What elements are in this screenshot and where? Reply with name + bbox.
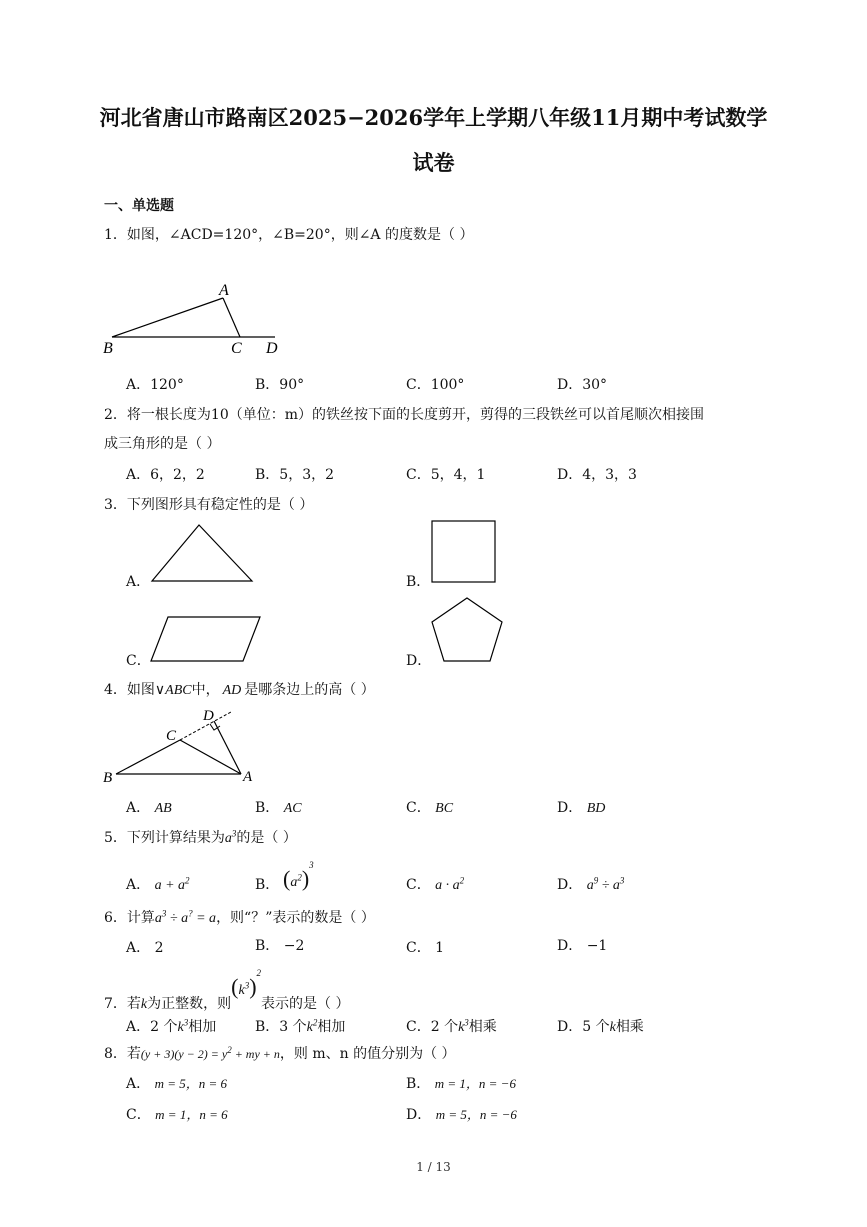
q4-option-d[interactable]	[557, 797, 605, 817]
q4-option-b-letter: B．	[255, 800, 280, 816]
q7-option-a-letter: A．	[126, 1019, 151, 1035]
q4-ad: AD	[222, 683, 242, 698]
q3-triangle-shape	[148, 522, 256, 584]
q4-option-c-letter: C．	[406, 800, 431, 816]
q7-option-b-letter: B．	[255, 1019, 280, 1035]
q7-post: 表示的是（ ）	[261, 996, 350, 1012]
title-line-1: 河北省唐山市路南区2025−2026学年上学期八年级11月期中考试数学	[99, 105, 768, 130]
label-c: C	[231, 340, 242, 357]
q5-option-d-math: $a^9 \div a^3$	[586, 875, 625, 893]
q6-option-c[interactable]	[406, 937, 444, 957]
q7-option-b-pre: 3 个	[279, 1019, 307, 1035]
label-c: C	[166, 728, 177, 744]
question-5-text	[104, 827, 297, 847]
q6-option-a[interactable]	[126, 937, 164, 957]
q4-pre: 4．如图	[104, 682, 155, 698]
q5-option-d-letter: D．	[557, 877, 583, 893]
q6-option-b-letter: B．	[255, 938, 280, 954]
question-2-line-2: 成三角形的是（ ）	[104, 436, 221, 452]
q4-option-a-letter: A．	[126, 800, 151, 816]
q6-option-d-value: −1	[586, 938, 608, 954]
q8-option-d-value: m = 5，n = −6	[435, 1107, 517, 1122]
q7-option-d-math: k	[609, 1020, 616, 1035]
q7-option-b-post: 相加	[317, 1019, 346, 1035]
q7-option-c-math: $k^3$	[458, 1017, 469, 1035]
q6-option-d[interactable]	[557, 935, 607, 955]
question-1-text: 1．如图，∠ACD=120°，∠B=20°，则∠A 的度数是（ ）	[104, 227, 474, 243]
q5-option-b-letter: B．	[255, 877, 280, 893]
q6-post: ，则“？”表示的数是（ ）	[216, 910, 375, 926]
question-7-text	[104, 968, 350, 1012]
q7-mid: 为正整数，则	[147, 996, 232, 1012]
q5-option-c-letter: C．	[406, 877, 431, 893]
q8-option-c-value: m = 1，n = 6	[155, 1107, 228, 1122]
q4-option-d-letter: D．	[557, 800, 583, 816]
question-2-line-1: 2．将一根长度为10（单位：m）的铁丝按下面的长度剪开，剪得的三段铁丝可以首尾顺次相接围	[104, 407, 704, 423]
q5-option-d[interactable]	[557, 874, 624, 894]
q8-option-c-letter: C．	[126, 1107, 151, 1123]
question-4-text	[104, 679, 375, 699]
q6-option-b-value: −2	[283, 938, 305, 954]
q8-option-a-letter: A．	[126, 1076, 151, 1092]
q4-option-b[interactable]	[255, 797, 302, 817]
q2-option-d[interactable]: D．4，3，3	[557, 467, 637, 483]
q7-option-a-post: 相加	[188, 1019, 217, 1035]
q2-option-a[interactable]: A．6，2，2	[126, 467, 205, 483]
label-b: B	[103, 770, 113, 786]
title-line-2: 试卷	[412, 150, 455, 175]
q7-pre: 7．若	[104, 996, 141, 1012]
question-6-text	[104, 907, 375, 927]
q7-option-c-letter: C．	[406, 1019, 431, 1035]
q4-triangle-abc: ∨ABC	[154, 683, 192, 698]
q3-square-shape	[430, 519, 498, 585]
q2-option-c[interactable]: C．5，4，1	[406, 467, 486, 483]
q8-option-b-value: m = 1，n = −6	[434, 1076, 516, 1091]
q8-option-b[interactable]	[406, 1073, 516, 1093]
section-heading: 一、单选题	[104, 198, 174, 214]
label-a: A	[219, 282, 229, 299]
q8-option-d[interactable]	[406, 1104, 517, 1124]
q4-option-a-value: AB	[154, 801, 172, 816]
q1-option-b[interactable]: B．90°	[255, 377, 305, 393]
q4-post: 是哪条边上的高（ ）	[244, 682, 375, 698]
label-b: B	[103, 340, 113, 357]
q7-math-k3-squared: $(k^3)^2$	[231, 968, 262, 999]
q7-k: k	[140, 997, 148, 1012]
q8-option-d-letter: D．	[406, 1107, 432, 1123]
q8-option-a[interactable]	[126, 1073, 227, 1093]
question-3-text: 3．下列图形具有稳定性的是（ ）	[104, 497, 314, 513]
q6-option-a-letter: A．	[126, 940, 151, 956]
q5-option-b-math: $(a^2)^3$	[283, 860, 314, 891]
q4-mid: 中，	[191, 682, 220, 698]
q8-option-a-value: m = 5，n = 6	[154, 1076, 228, 1091]
q5-pre: 5．下列计算结果为	[104, 830, 225, 846]
q7-option-a-math: $k^3$	[177, 1017, 189, 1035]
q7-option-d-pre: 5 个	[582, 1019, 610, 1035]
q1-triangle-figure	[100, 278, 290, 358]
q1-option-d[interactable]: D．30°	[557, 377, 608, 393]
q5-option-a-math: $a + a^2$	[154, 875, 190, 893]
q5-option-a[interactable]	[126, 874, 190, 894]
q7-option-c-post: 相乘	[468, 1019, 497, 1035]
q8-post: ，则 m、n 的值分别为（ ）	[279, 1046, 456, 1062]
label-d: D	[266, 340, 278, 357]
q6-pre: 6．计算	[104, 910, 155, 926]
q2-option-b[interactable]: B．5，3，2	[255, 467, 335, 483]
q3-option-d[interactable]: D．	[406, 653, 432, 669]
question-8-text	[104, 1043, 456, 1063]
q5-post: 的是（ ）	[236, 830, 297, 846]
q1-option-a[interactable]: A．120°	[126, 377, 184, 393]
q7-option-c-pre: 2 个	[430, 1019, 459, 1035]
q6-option-a-value: 2	[154, 940, 164, 956]
q4-option-b-value: AC	[283, 801, 302, 816]
q7-option-d[interactable]	[557, 1016, 644, 1036]
q1-option-c[interactable]: C．100°	[406, 377, 465, 393]
q6-option-b[interactable]	[255, 935, 304, 955]
q8-pre: 8．若	[104, 1046, 141, 1062]
page-number: 1 / 13	[416, 1160, 451, 1174]
q4-option-c-value: BC	[435, 801, 454, 816]
q3-parallelogram-shape	[148, 614, 263, 664]
q4-option-d-value: BD	[586, 801, 606, 816]
q7-option-a-pre: 2 个	[150, 1019, 178, 1035]
q6-option-d-letter: D．	[557, 938, 583, 954]
q8-equation: $(y + 3)(y - 2) = y^2$ + my + n	[140, 1045, 280, 1061]
q4-option-a[interactable]	[126, 797, 172, 817]
q7-option-d-letter: D．	[557, 1019, 583, 1035]
q6-option-c-value: 1	[435, 940, 445, 956]
q3-option-b[interactable]: B．	[406, 574, 431, 590]
q3-pentagon-shape	[430, 595, 506, 665]
q8-option-c[interactable]	[126, 1104, 228, 1124]
q3-option-a[interactable]: A．	[126, 574, 151, 590]
q7-option-c[interactable]	[406, 1016, 497, 1036]
q7-option-b[interactable]	[255, 1016, 345, 1036]
q7-option-b-math: $k^2$	[306, 1017, 318, 1035]
q6-equation: $a^3 \div a^? = a$	[154, 908, 217, 926]
q3-option-c[interactable]: C．	[126, 653, 151, 669]
q5-option-a-letter: A．	[126, 877, 151, 893]
q4-option-c[interactable]	[406, 797, 453, 817]
q7-option-d-post: 相乘	[615, 1019, 644, 1035]
label-a: A	[243, 769, 253, 785]
q5-option-c[interactable]	[406, 874, 464, 894]
q4-triangle-figure	[100, 700, 253, 790]
q5-math-a3: $a^3$	[224, 828, 237, 846]
q8-option-b-letter: B．	[406, 1076, 431, 1092]
label-d: D	[203, 708, 214, 724]
q7-option-a[interactable]	[126, 1016, 216, 1036]
q5-option-c-math: $a \cdot a^2$	[435, 875, 465, 893]
q6-option-c-letter: C．	[406, 940, 431, 956]
